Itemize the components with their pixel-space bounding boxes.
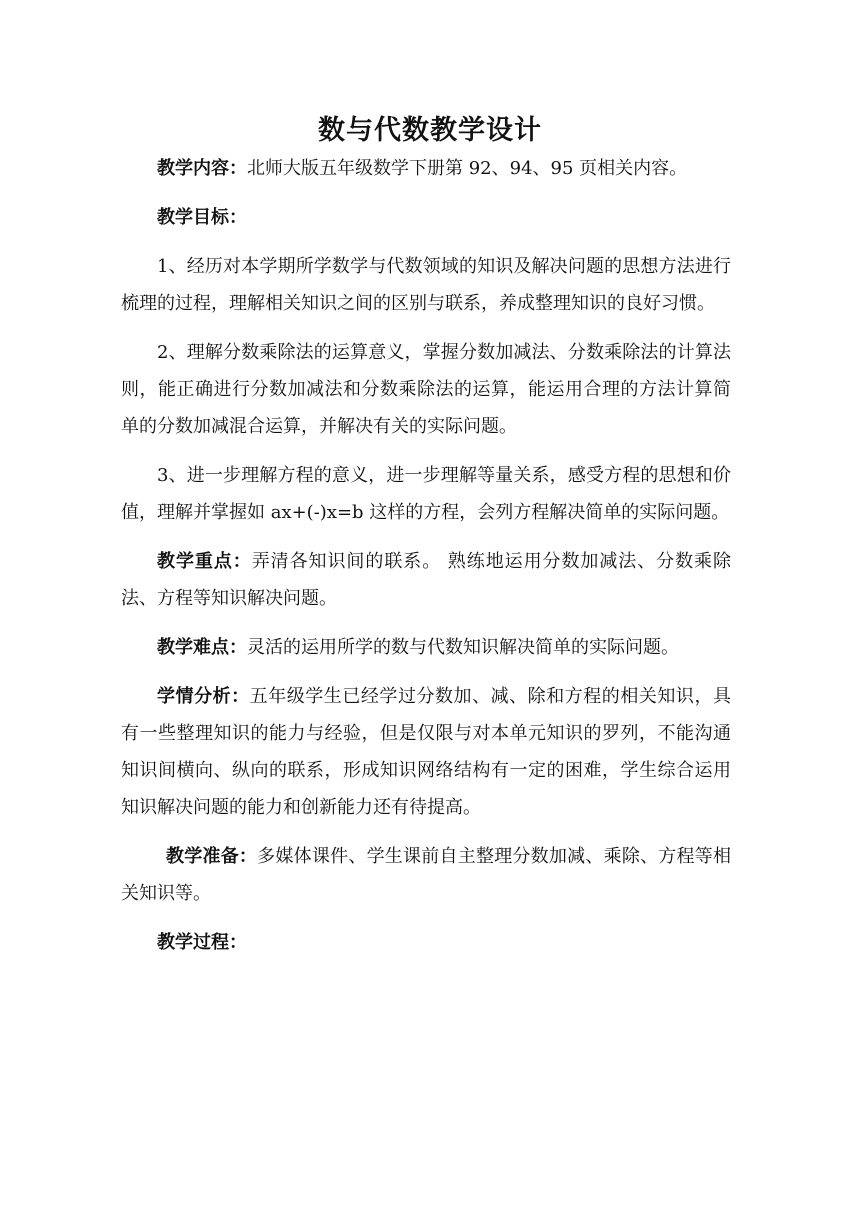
teaching-goals-heading <box>121 199 731 236</box>
teaching-goals-label: 教学目标： <box>157 207 247 228</box>
key-points-label: 教学重点： <box>157 551 252 572</box>
goal-2-paragraph: 2、理解分数乘除法的运算意义，掌握分数加减法、分数乘除法的计算法则，能正确进行分数加减法和分数乘除法的运算，能运用合理的方法计算简单的分数加减混合运算，并解决有关的实际问题。 <box>121 342 731 437</box>
key-points-text: 弄清各知识间的联系。 熟练地运用分数加减法、分数乘除法、方程等知识解决问题。 <box>121 551 731 609</box>
difficulty-paragraph <box>121 629 731 666</box>
goal-3-paragraph: 3、进一步理解方程的意义，进一步理解等量关系，感受方程的思想和价值，理解并掌握如 ax+(-)x=b 这样的方程，会列方程解决简单的实际问题。 <box>121 465 731 523</box>
process-heading <box>121 924 731 961</box>
goal-1-paragraph: 1、经历对本学期所学数学与代数领域的知识及解决问题的思想方法进行梳理的过程，理解相关知识之间的区别与联系，养成整理知识的良好习惯。 <box>121 256 731 314</box>
preparation-text: 多媒体课件、学生课前自主整理分数加减、乘除、方程等相关知识等。 <box>121 846 732 904</box>
analysis-label: 学情分析： <box>157 686 250 707</box>
difficulty-text: 灵活的运用所学的数与代数知识解决简单的实际问题。 <box>247 637 679 658</box>
difficulty-label: 教学难点： <box>157 637 247 658</box>
document-body <box>121 150 731 973</box>
document-title: 数与代数教学设计 <box>318 115 542 146</box>
preparation-label: 教学准备： <box>166 846 258 867</box>
analysis-paragraph <box>121 678 731 826</box>
teaching-content-paragraph <box>121 150 731 187</box>
key-points-paragraph <box>121 543 731 617</box>
preparation-paragraph <box>121 838 731 912</box>
analysis-text: 五年级学生已经学过分数加、减、除和方程的相关知识，具有一些整理知识的能力与经验，但是仅限与对本单元知识的罗列，不能沟通知识间横向、纵向的联系，形成知识网络结构有一定的困难，学生综合运用知识解决问题的能力和创新能力还有待提高。 <box>121 686 732 818</box>
process-label: 教学过程： <box>157 932 247 953</box>
teaching-content-text: 北师大版五年级数学下册第 92、94、95 页相关内容。 <box>247 158 688 179</box>
teaching-content-label: 教学内容： <box>157 158 247 179</box>
